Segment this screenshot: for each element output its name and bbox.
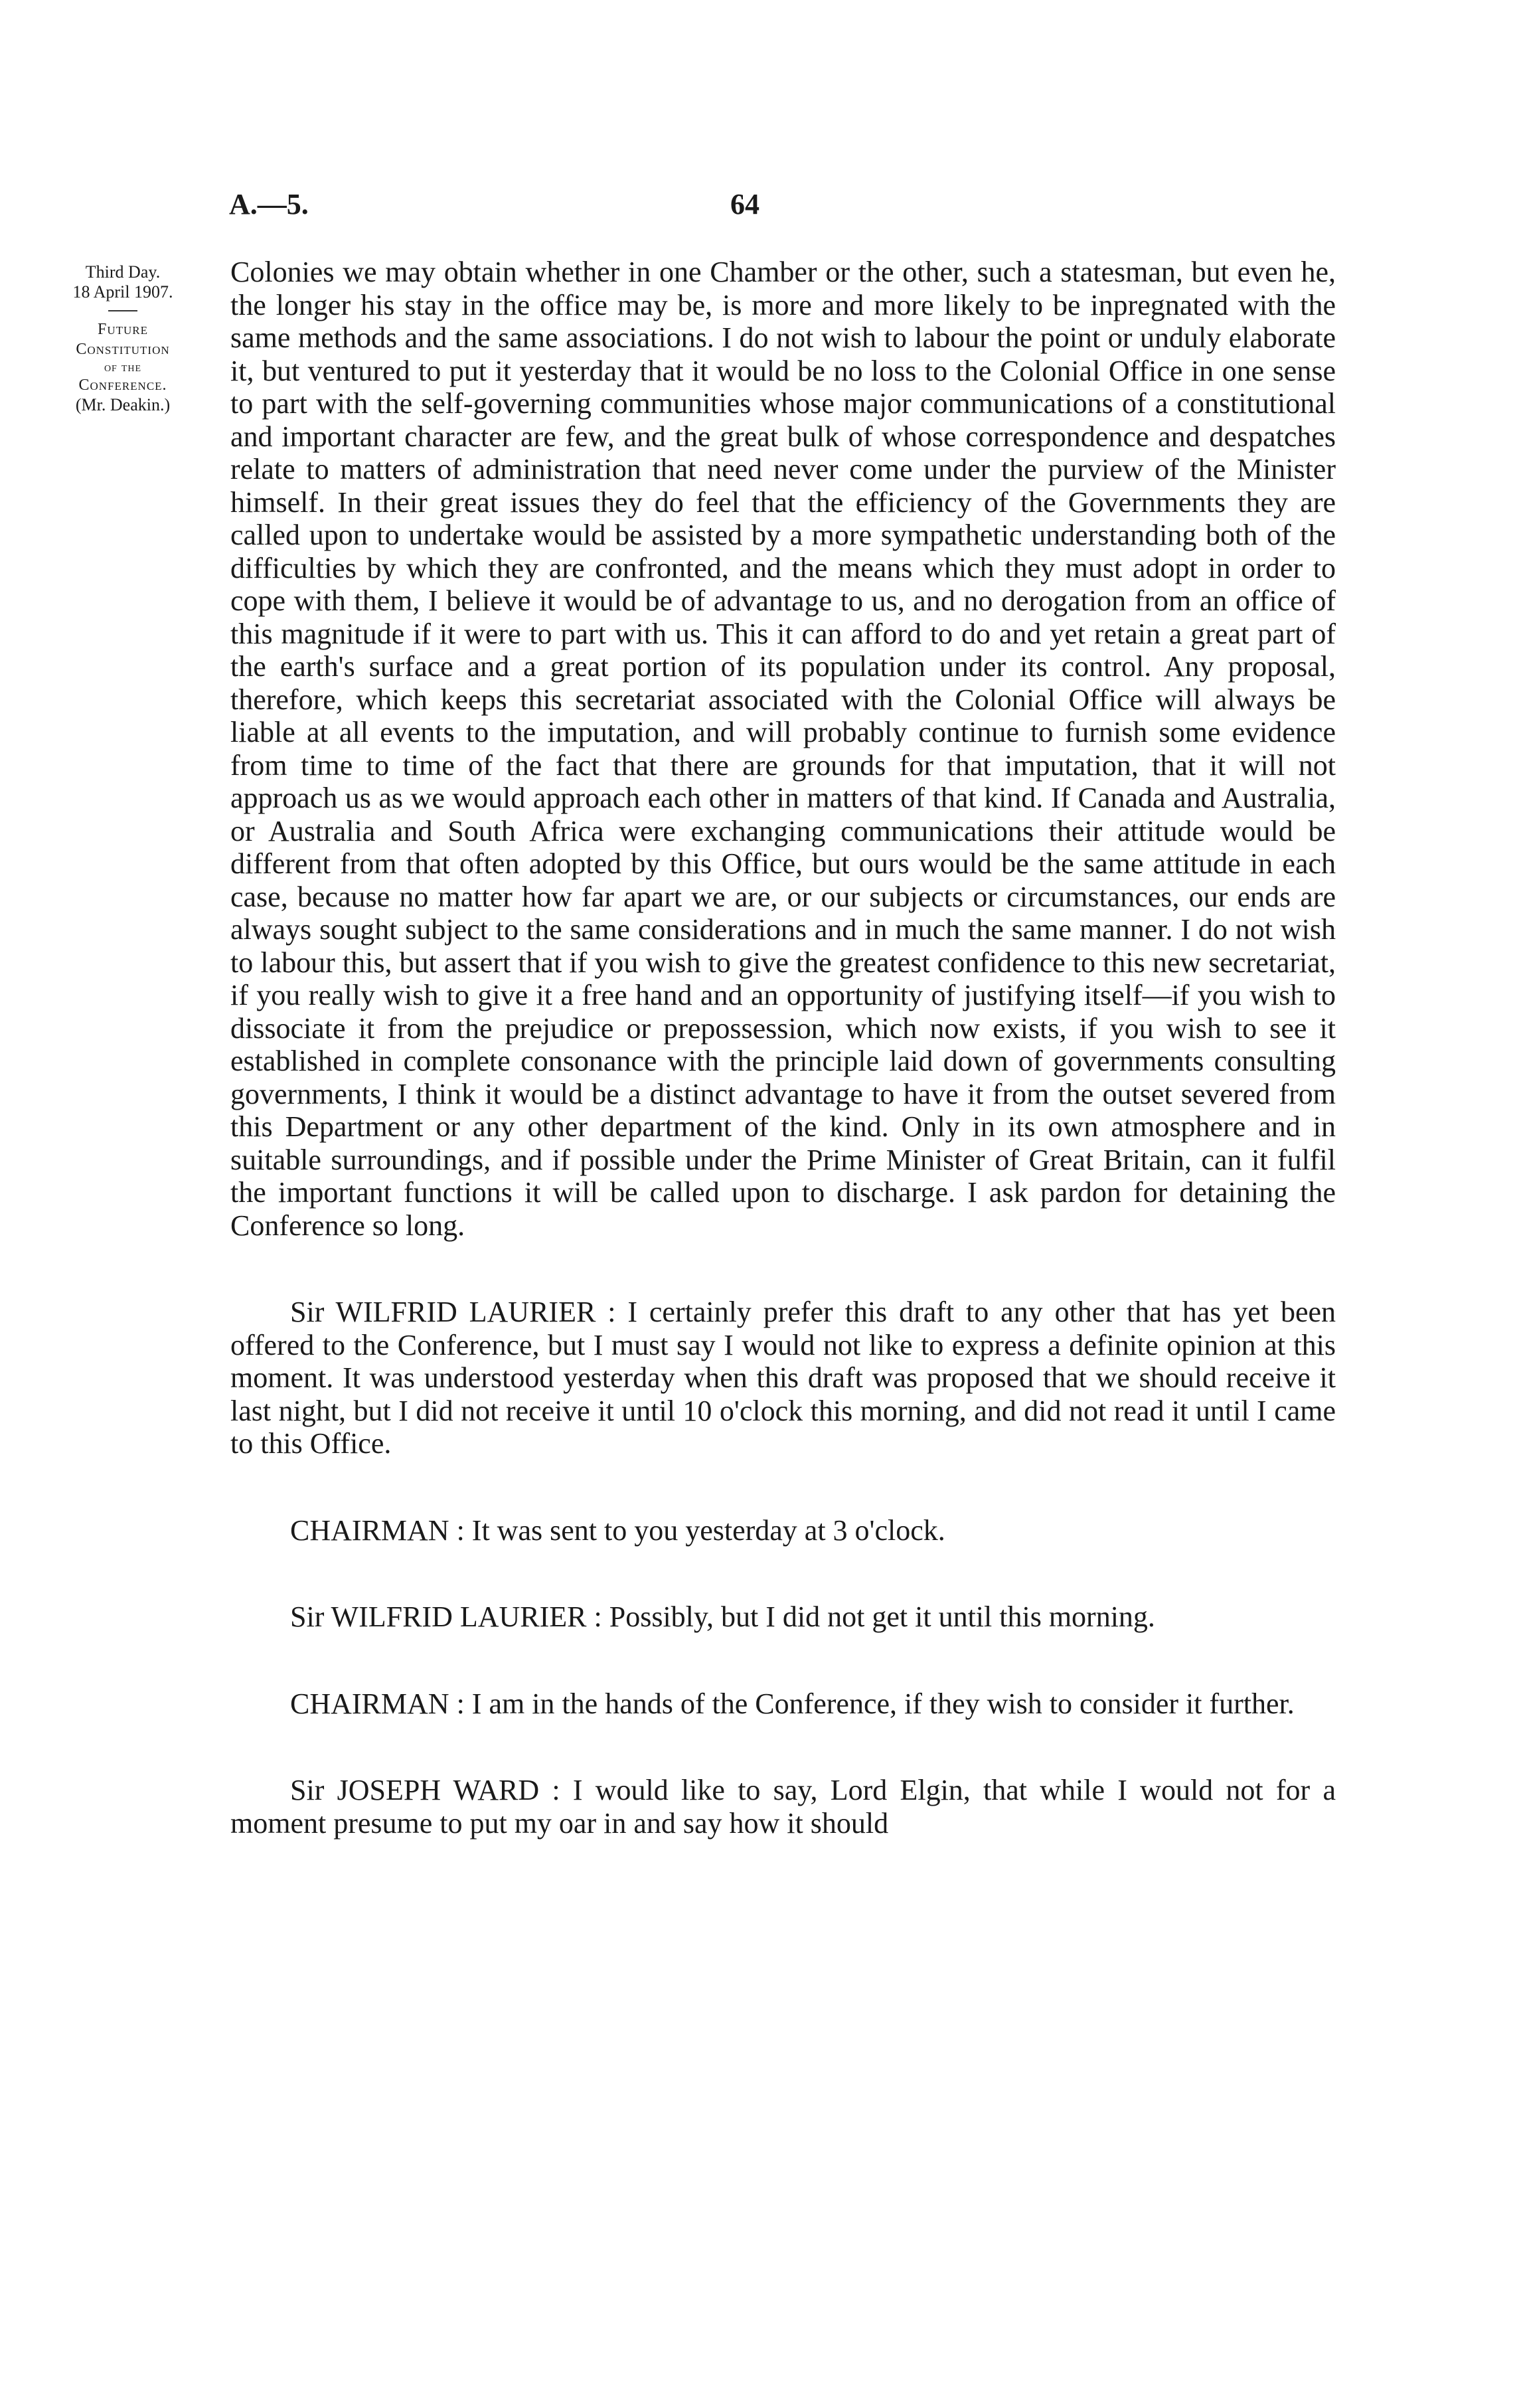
speech-paragraph <box>230 1296 1336 1460</box>
speech-text: : Possibly, but I did not get it until this morning. <box>594 1600 1155 1633</box>
speaker-name: CHAIRMAN <box>290 1513 449 1547</box>
continuation-paragraph: Colonies we may obtain whether in one Chamber or the other, such a statesman, but even he, the longer his stay in the office may be, is more and more likely to be inpregnated with the same methods and the same associations. I do not wish to labour the point or unduly elaborate it, but ventured to put it yesterday that it would be no loss to the Colonial Office in one sense to part with the self-governing communities whose major communications of a constitutional and important character are few, and the great bulk of whose correspondence and despatches relate to matters of administration that need never come under the purview of the Minister himself. In their great issues they do feel that the efficiency of the Governments they are called upon to undertake would be assisted by a more sympathetic understanding both of the difficulties by which they are confronted, and the means which they must adopt in order to cope with them, I believe it would be of advantage to us, and no derogation from an office of this magnitude if it were to part with us. This it can afford to do and yet retain a great part of the earth's surface and a great portion of its population under its control. Any proposal, therefore, which keeps this secretariat associated with the Colonial Office will always be liable at all events to the imputation, and will probably continue to furnish some evidence from time to time of the fact that there are grounds for that imputation, that it will not approach us as we would approach each other in matters of that kind. If Canada and Australia, or Australia and South Africa were exchanging communications their attitude would be different from that often adopted by this Office, but ours would be the same attitude in each case, because no matter how far apart we are, or our subjects or circumstances, our ends are always sought subject to the same considerations and in much the same manner. I do not wish to labour this, but assert that if you wish to give the greatest confidence to this new secretariat, if you really wish to give it a free hand and an opportunity of justifying itself—if you wish to dissociate it from the prejudice or prepossession, which now exists, if you wish to see it established in complete consonance with the principle laid down of governments consulting governments, I think it would be a distinct advantage to have it from the outset severed from this Department or any other department of the kind. Only in its own atmosphere and in suitable surroundings, and if possible under the Prime Minister of Great Britain, can it fulfil the important functions it will be called upon to discharge. I ask pardon for detaining the Conference so long. <box>230 256 1336 1242</box>
speech-paragraph <box>230 1774 1336 1840</box>
margin-note-day: Third Day. <box>85 262 161 282</box>
speech-text: : It was sent to you yesterday at 3 o'clock. <box>456 1513 945 1547</box>
margin-note-speaker: (Mr. Deakin.) <box>75 395 171 414</box>
margin-note-topic-line-4: Conference. <box>78 377 167 394</box>
speech-text: : I am in the hands of the Conference, if they wish to consider it further. <box>456 1687 1295 1720</box>
document-reference: A.—5. <box>229 188 309 220</box>
margin-note-date: 18 April 1907. <box>72 282 173 301</box>
speech-paragraph <box>230 1687 1336 1721</box>
margin-note-topic-line-1: Future <box>97 321 148 338</box>
margin-note <box>33 262 212 415</box>
speech-paragraph <box>230 1514 1336 1547</box>
speaker-name: Sir WILFRID LAURIER <box>290 1600 587 1633</box>
margin-note-divider <box>108 310 137 311</box>
margin-note-topic-line-2: Constitution <box>76 341 170 358</box>
speaker-name: CHAIRMAN <box>290 1687 449 1720</box>
speaker-name: Sir JOSEPH WARD <box>290 1774 540 1806</box>
speech-paragraph <box>230 1600 1336 1634</box>
page-number: 64 <box>730 188 760 220</box>
speaker-name: Sir WILFRID LAURIER <box>290 1296 596 1328</box>
speech-text: : I certainly prefer this draft to any other that has yet been offered to the Conference, but I must say I would not like to express a definite opinion at this moment. It was understood yesterday when this draft was proposed that we should receive it last night, but I did not receive it until 10 o'clock this morning, and did not read it until I came to this Office. <box>230 1296 1336 1460</box>
margin-note-topic-line-3: of the <box>104 360 142 375</box>
document-body <box>230 256 1336 1840</box>
speech-text: : I would like to say, Lord Elgin, that while I would not for a moment presume to put my oar in and say how it should <box>230 1774 1336 1840</box>
